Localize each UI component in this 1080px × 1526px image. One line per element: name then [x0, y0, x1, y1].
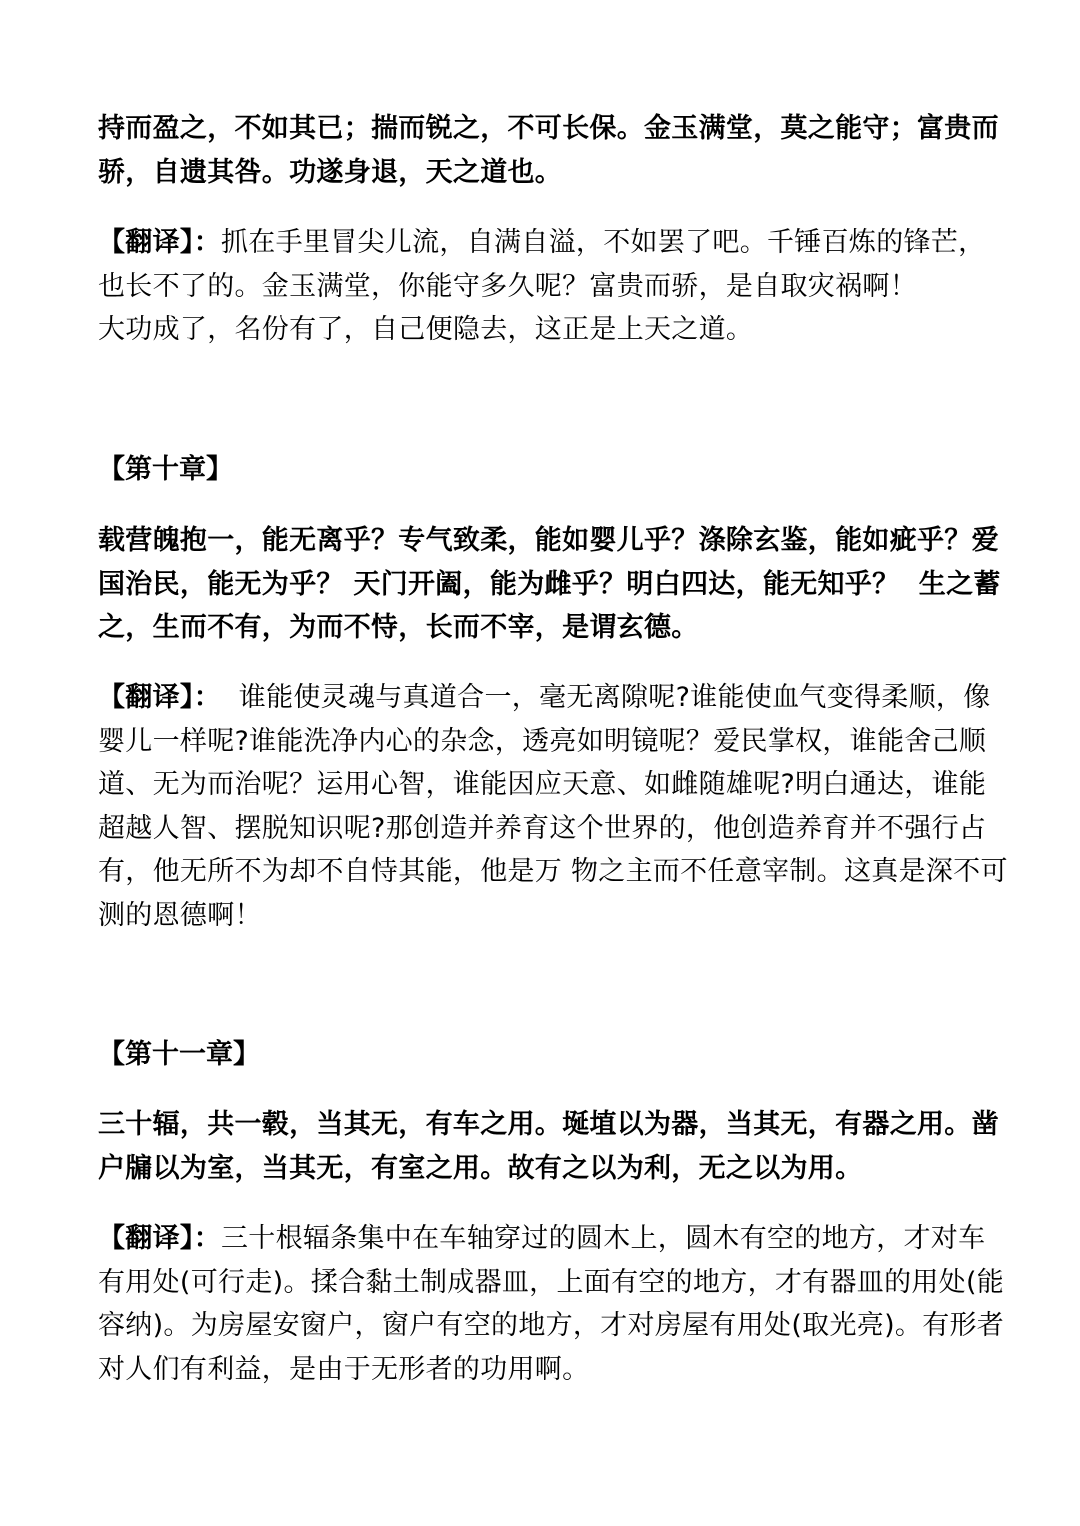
chapter-10-heading: 【第十章】	[98, 454, 233, 485]
translation-text: 抓在手里冒尖儿流，自满自溢，不如罢了吧。千锤百炼的锋芒，也长不了的。金玉满堂，你能守多久呢？富贵而骄，是自取灾祸啊！ 大功成了，名份有了，自己便隐去，这正是上天之道。	[98, 227, 989, 345]
chapter-9-translation	[98, 221, 1008, 352]
translation-label: 【翻译】：	[98, 682, 221, 713]
chapter-9-original-text: 持而盈之，不如其已；揣而锐之，不可长保。金玉满堂，莫之能守；富贵而骄，自遗其咎。功遂身退，天之道也。	[98, 113, 999, 188]
chapter-10-translation	[98, 676, 1008, 937]
chapter-11-heading: 【第十一章】	[98, 1039, 260, 1070]
chapter-11-translation	[98, 1217, 1008, 1391]
translation-text: 三十根辐条集中在车轴穿过的圆木上，圆木有空的地方，才对车有用处(可行走)。揉合黏土制成器皿，上面有空的地方，才有器皿的用处(能容纳)。为房屋安窗户，窗户有空的地方，才对房屋有用处(取光亮)。有形者对人们有利益，是由于无形者的功用啊。	[98, 1223, 1005, 1385]
translation-label: 【翻译】：	[98, 1223, 221, 1254]
translation-text: 谁能使灵魂与真道合一，毫无离隙呢?谁能使血气变得柔顺，像婴儿一样呢?谁能洗净内心的杂念，透亮如明镜呢？爱民掌权，谁能舍己顺道、无为而治呢？运用心智，谁能因应天意、如雌随雄呢?明白通达，谁能超越人智、摆脱知识呢?那创造并养育这个世界的，他创造养育并不强行占有，他无所不为却不自恃其能，他是万 物之主而不任意宰制。这真是深不可测的恩德啊！	[98, 682, 1008, 931]
chapter-10-original-text: 载营魄抱一，能无离乎？专气致柔，能如婴儿乎？涤除玄鉴，能如疵乎？爱国治民，能无为乎？ 天门开阖，能为雌乎？明白四达，能无知乎？ 生之蓄之，生而不有，为而不恃，长而不宰，是谓玄德。	[98, 525, 1001, 643]
translation-label: 【翻译】：	[98, 227, 221, 258]
chapter-11-original-text: 三十辐，共一毂，当其无，有车之用。埏埴以为器，当其无，有器之用。凿户牖以为室，当其无，有室之用。故有之以为利，无之以为用。	[98, 1109, 999, 1184]
